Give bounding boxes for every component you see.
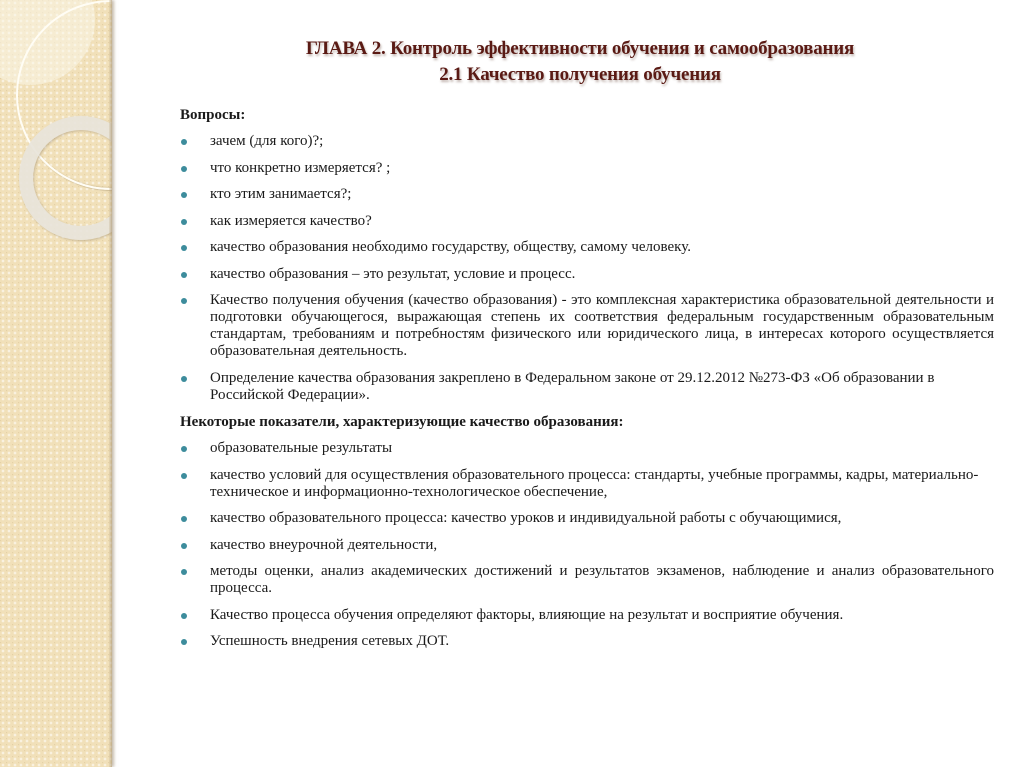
list-item-text: методы оценки, анализ академических достижений и результатов экзаменов, наблюдение и анализ образовательного процесса. <box>210 563 994 596</box>
list-item <box>180 133 994 150</box>
bullet-dot-icon <box>181 569 187 575</box>
bullet-dot-icon <box>181 376 187 382</box>
questions-heading: Вопросы: <box>180 107 246 123</box>
bullet-dot-icon <box>181 446 187 452</box>
list-item-text: кто этим занимается?; <box>210 186 352 202</box>
bullet-dot-icon <box>181 192 187 198</box>
list-item-text: качество образовательного процесса: качество уроков и индивидуальной работы с обучающимися, <box>210 510 842 526</box>
list-item <box>180 510 994 527</box>
bullet-dot-icon <box>181 543 187 549</box>
slide-title <box>150 36 1010 88</box>
bullet-dot-icon <box>181 245 187 251</box>
list-item-text: Качество процесса обучения определяют факторы, влияющие на результат и восприятие обучения. <box>210 606 844 623</box>
bullet-dot-icon <box>181 613 187 619</box>
list-item <box>180 537 994 554</box>
list-item-text: Качество получения обучения (качество образования) - это комплексная характеристика образовательной деятельности и подготовки обучающегося, выражающая степень их соответствия федеральным государственным образовательным стандартам, требованиям и потребностям физического или юридического лица, в интересах которого осуществляется образовательная деятельность. <box>210 292 994 359</box>
bullet-dot-icon <box>181 516 187 522</box>
sidebar-edge-shadow <box>109 0 112 767</box>
list-item-text: качество образования необходимо государству, обществу, самому человеку. <box>210 239 691 255</box>
list-item <box>180 563 994 597</box>
list-item-text: качество образования – это результат, условие и процесс. <box>210 265 576 282</box>
title-section: 2.1 Качество получения обучения <box>439 64 721 85</box>
bullet-dot-icon <box>181 166 187 172</box>
indicators-heading: Некоторые показатели, характеризующие качество образования: <box>180 414 624 430</box>
list-item-text: качество внеурочной деятельности, <box>210 536 438 553</box>
list-item <box>180 266 994 283</box>
bullet-dot-icon <box>181 298 187 304</box>
list-item-text: Успешность внедрения сетевых ДОТ. <box>210 633 450 649</box>
slide-content <box>180 106 994 660</box>
bullet-dot-icon <box>181 473 187 479</box>
list-item-text: что конкретно измеряется? ; <box>210 159 391 176</box>
bullet-dot-icon <box>181 272 187 278</box>
list-item <box>180 633 994 650</box>
list-item-definition <box>180 292 994 360</box>
list-item <box>180 239 994 256</box>
title-chapter: ГЛАВА 2. Контроль эффективности обучения и самообразования <box>305 38 855 59</box>
list-item-law-reference <box>180 370 994 404</box>
list-item <box>180 186 994 203</box>
decorative-sidebar <box>0 0 112 767</box>
questions-list <box>180 133 994 404</box>
list-item-text: Определение качества образования закреплено в Федеральном законе от 29.12.2012 №273-ФЗ «Об образовании в Российской Федерации». <box>210 369 935 403</box>
list-item-text: образовательные результаты <box>210 440 393 456</box>
bullet-dot-icon <box>181 639 187 645</box>
list-item <box>180 160 994 177</box>
list-item-text: как измеряется качество? <box>210 212 372 229</box>
bullet-dot-icon <box>181 219 187 225</box>
list-item <box>180 467 994 501</box>
list-item <box>180 213 994 230</box>
list-item <box>180 607 994 624</box>
indicators-list <box>180 440 994 650</box>
bullet-dot-icon <box>181 139 187 145</box>
list-item-text: зачем (для кого)?; <box>210 133 324 149</box>
list-item-text: качество условий для осуществления образовательного процесса: стандарты, учебные программы, кадры, материально-техническое и информационно-технологическое обеспечение, <box>210 466 979 500</box>
list-item <box>180 440 994 457</box>
